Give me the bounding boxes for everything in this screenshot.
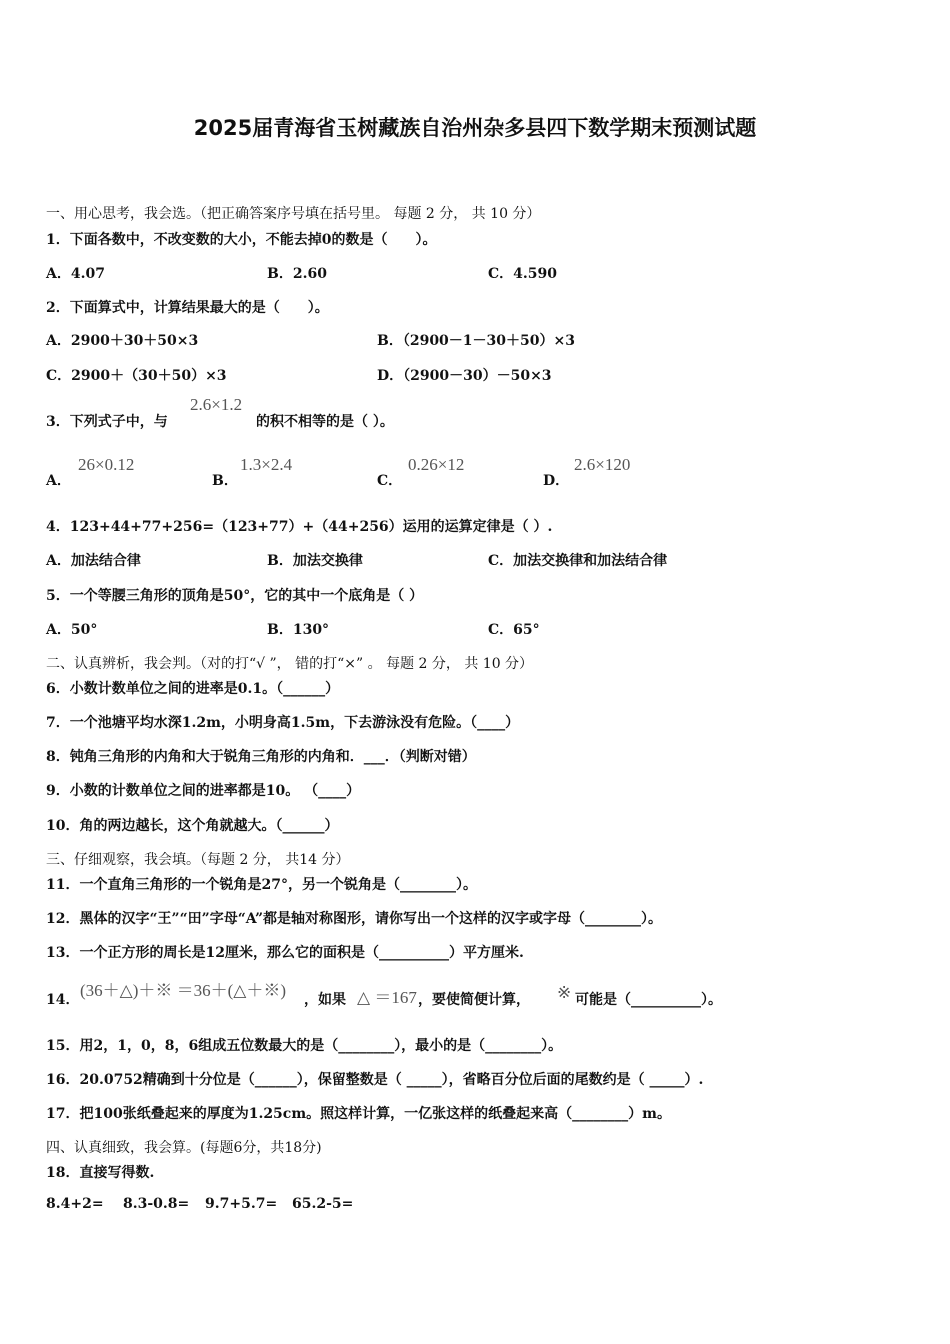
q3-option-a-label: A．	[46, 473, 71, 489]
question-15: 15．用2，1，0，8，6组成五位数最大的是（________），最小的是（________）。	[46, 1038, 563, 1054]
q2-option-a: A．2900＋30＋50×3	[46, 333, 199, 349]
q3-option-c-expression: 0.26×12	[408, 455, 465, 474]
question-14-text-if: ，如果	[304, 992, 346, 1008]
page-title: 2025届青海省玉树藏族自治州杂多县四下数学期末预测试题	[193, 116, 757, 140]
section-2-header: 二、认真辨析，我会判。（对的打“√ ”， 错的打“×” 。 每题 2 分， 共 10 分）	[46, 656, 534, 672]
q3-option-a-expression: 26×0.12	[78, 455, 135, 474]
question-14-expression: (36＋△)＋※ ＝36＋(△＋※)	[80, 981, 287, 1000]
question-8: 8．钝角三角形的内角和大于锐角三角形的内角和．___．（判断对错）	[46, 749, 476, 765]
calc-item-4: 65.2-5=	[292, 1196, 354, 1212]
question-1: 1．下面各数中，不改变数的大小，不能去掉0的数是（ ）。	[46, 232, 437, 248]
question-10: 10．角的两边越长，这个角就越大。（______）	[46, 818, 339, 834]
q5-option-b: B．130°	[267, 622, 330, 638]
q4-option-a: A．加法结合律	[46, 553, 141, 569]
question-9: 9．小数的计数单位之间的进率都是10。 （____）	[46, 783, 361, 799]
question-7: 7．一个池塘平均水深1.2m，小明身高1.5m，下去游泳没有危险。（____）	[46, 715, 520, 731]
question-16: 16．20.0752精确到十分位是（______），保留整数是（ _____），省略百分位后面的尾数约是（ _____）.	[46, 1072, 704, 1088]
question-13: 13．一个正方形的周长是12厘米，那么它的面积是（__________）平方厘米.	[46, 945, 524, 961]
question-3-suffix: 的积不相等的是（ ）。	[256, 414, 394, 430]
question-6: 6．小数计数单位之间的进率是0.1。（______）	[46, 681, 340, 697]
q2-option-b: B．（2900－1－30＋50）×3	[377, 333, 575, 349]
section-4-header: 四、认真细致，我会算。(每题6分，共18分)	[46, 1140, 322, 1156]
q2-option-d: D．（2900－30）－50×3	[377, 368, 552, 384]
q1-option-b: B．2.60	[267, 266, 327, 282]
q5-option-a: A．50°	[46, 622, 98, 638]
q3-option-b-label: B．	[212, 473, 238, 489]
question-3-prefix: 3．下列式子中，与	[46, 414, 168, 430]
q3-option-b-expression: 1.3×2.4	[240, 455, 293, 474]
question-2: 2．下面算式中，计算结果最大的是（ ）。	[46, 300, 329, 316]
question-18: 18．直接写得数.	[46, 1165, 155, 1181]
question-4: 4．123+44+77+256=（123+77）+（44+256）运用的运算定律是（ ）.	[46, 519, 553, 535]
question-3-expression: 2.6×1.2	[190, 395, 243, 414]
question-14-symbol: ※	[557, 983, 572, 1002]
q5-option-c: C．65°	[488, 622, 540, 638]
calc-item-2: 8.3-0.8=	[123, 1196, 190, 1212]
q1-option-c: C．4.590	[488, 266, 557, 282]
q3-option-d-label: D．	[543, 473, 570, 489]
q4-option-c: C．加法交换律和加法结合律	[488, 553, 668, 569]
calc-item-3: 9.7+5.7=	[205, 1196, 278, 1212]
question-14-triangle-value: △ ＝167	[357, 988, 417, 1007]
question-14-number: 14．	[46, 992, 80, 1008]
q3-option-d-expression: 2.6×120	[574, 455, 631, 474]
section-1-header: 一、用心思考，我会选。（把正确答案序号填在括号里。 每题 2 分， 共 10 分）	[46, 206, 541, 222]
question-5: 5．一个等腰三角形的顶角是50°，它的其中一个底角是（ ）	[46, 588, 424, 604]
calc-item-1: 8.4+2=	[46, 1196, 104, 1212]
question-11: 11．一个直角三角形的一个锐角是27°，另一个锐角是（________）。	[46, 877, 477, 893]
question-17: 17．把100张纸叠起来的厚度为1.25cm。照这样计算，一亿张这样的纸叠起来高（________）m。	[46, 1106, 671, 1122]
q3-option-c-label: C．	[377, 473, 403, 489]
question-12: 12．黑体的汉字“王”“田”字母“A”都是轴对称图形，请你写出一个这样的汉字或字母（________）。	[46, 911, 662, 927]
question-14-tail: 可能是（__________）。	[575, 992, 722, 1008]
section-3-header: 三、仔细观察，我会填。（每题 2 分， 共14 分）	[46, 852, 350, 868]
q2-option-c: C．2900＋（30＋50）×3	[46, 368, 227, 384]
question-14-text-simplify: ，要使简便计算，	[418, 992, 530, 1008]
q1-option-a: A．4.07	[46, 266, 105, 282]
q4-option-b: B．加法交换律	[267, 553, 363, 569]
